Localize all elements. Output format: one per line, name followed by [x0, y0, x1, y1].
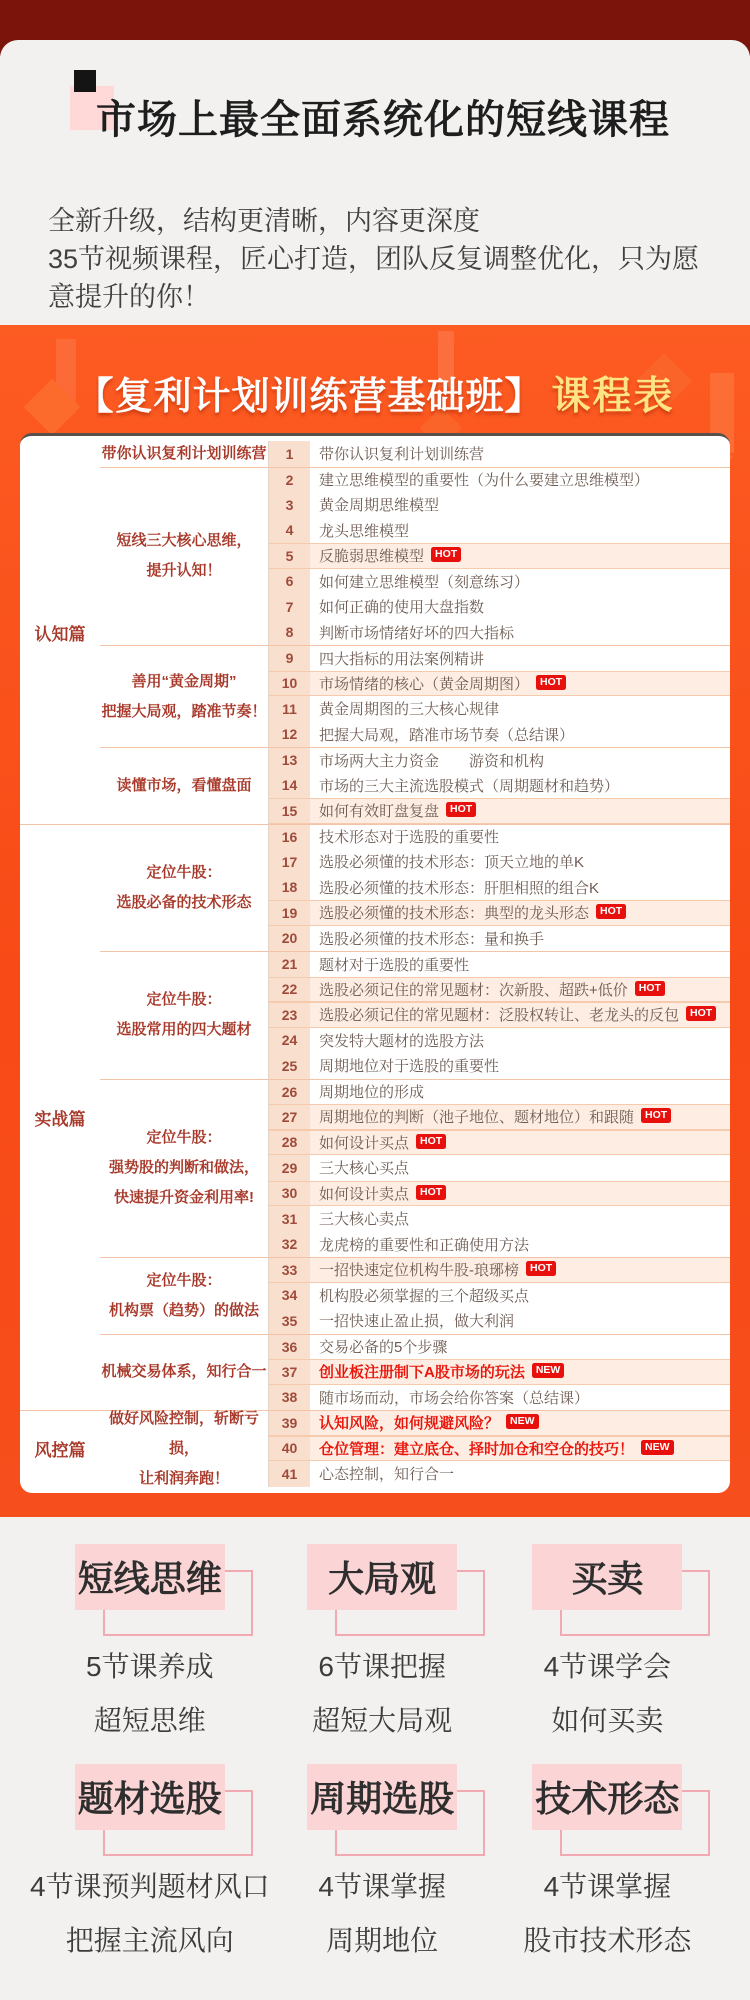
lesson-title — [310, 1308, 730, 1334]
lesson-title — [310, 1079, 730, 1105]
feature-desc: 4节课预判题材风口 把握主流风向 — [30, 1870, 270, 1956]
lesson-number: 28 — [268, 1130, 310, 1156]
hot-badge: HOT — [446, 802, 476, 817]
feature-badge-wrap — [307, 1544, 457, 1610]
lesson-title-text: 把握大局观，踏准市场节奏（总结课） — [319, 726, 575, 744]
course-table — [20, 441, 730, 1487]
hot-badge: HOT — [416, 1185, 446, 1200]
lesson-title — [310, 747, 730, 773]
banner-suffix: 课程表 — [551, 375, 675, 418]
feature-card — [270, 1544, 495, 1748]
lesson-title-text: 如何设计买点 — [319, 1134, 410, 1152]
lesson-title-text: 周期地位对于选股的重要性 — [319, 1058, 500, 1076]
feature-badge: 周期选股 — [307, 1764, 457, 1830]
group-label-line: 带你认识复利计划训练营 — [101, 444, 267, 462]
group-label-line: 机构票（趋势）的做法 — [108, 1301, 259, 1319]
feature-card — [495, 1544, 720, 1748]
new-badge: NEW — [506, 1414, 539, 1429]
lesson-title — [310, 1130, 730, 1156]
group-label — [100, 1079, 268, 1258]
lesson-title — [310, 773, 730, 799]
lesson-title — [310, 977, 730, 1003]
lesson-number: 37 — [268, 1359, 310, 1385]
lesson-title — [310, 1283, 730, 1309]
feature-badge-wrap — [532, 1544, 682, 1610]
lesson-number: 16 — [268, 824, 310, 850]
lesson-title-text: 突发特大题材的选股方法 — [319, 1032, 485, 1050]
lesson-title-text: 黄金周期思维模型 — [319, 497, 440, 515]
lesson-title — [310, 1436, 730, 1462]
section-label: 风控篇 — [20, 1410, 100, 1487]
group-label-line: 做好风险控制，斩断亏损， — [108, 1409, 259, 1457]
feature-badge-wrap — [75, 1544, 225, 1610]
lesson-title-text: 选股必须记住的常见题材：泛股权转让、老龙头的反包 — [319, 1007, 680, 1025]
group-label — [100, 1410, 268, 1487]
course-banner — [20, 361, 730, 433]
feature-desc: 4节课掌握 股市技术形态 — [523, 1870, 692, 1956]
lesson-number: 31 — [268, 1206, 310, 1232]
lesson-title-text: 市场情绪的核心（黄金周期图） — [319, 675, 530, 693]
lesson-number: 26 — [268, 1079, 310, 1105]
feature-grid — [0, 1517, 750, 1968]
lesson-title — [310, 1155, 730, 1181]
group-label — [100, 645, 268, 747]
feature-badge: 技术形态 — [532, 1764, 682, 1830]
group-label — [100, 467, 268, 646]
lesson-title — [310, 951, 730, 977]
lesson-title — [310, 1385, 730, 1411]
lesson-title — [310, 1053, 730, 1079]
hot-badge: HOT — [416, 1134, 446, 1149]
feature-badge: 短线思维 — [75, 1544, 225, 1610]
course-section — [0, 325, 750, 1517]
lesson-title-text: 交易必备的5个步骤 — [319, 1339, 448, 1357]
lesson-title — [310, 441, 730, 467]
lesson-title — [310, 1002, 730, 1028]
lesson-title-text: 市场两大主力资金 游资和机构 — [319, 752, 545, 770]
hot-badge: HOT — [686, 1006, 716, 1021]
lesson-number: 18 — [268, 875, 310, 901]
lesson-title-text: 一招快速止盈止损，做大利润 — [319, 1313, 515, 1331]
black-square-decoration — [74, 70, 96, 92]
hot-badge: HOT — [431, 547, 461, 562]
feature-badge-wrap — [532, 1764, 682, 1830]
lesson-number: 19 — [268, 900, 310, 926]
lesson-number: 24 — [268, 1028, 310, 1054]
lesson-title — [310, 1232, 730, 1258]
lesson-number: 38 — [268, 1385, 310, 1411]
lesson-number: 3 — [268, 492, 310, 518]
feature-badge: 大局观 — [307, 1544, 457, 1610]
lesson-number: 1 — [268, 441, 310, 467]
lesson-number: 22 — [268, 977, 310, 1003]
group-label-line: 把握大局观，踏准节奏！ — [101, 702, 267, 720]
feature-badge-wrap — [307, 1764, 457, 1830]
feature-desc: 5节课养成 超短思维 — [86, 1650, 214, 1736]
lesson-title — [310, 1028, 730, 1054]
lesson-title — [310, 824, 730, 850]
lesson-title — [310, 1206, 730, 1232]
group-label — [100, 1334, 268, 1411]
lesson-number: 6 — [268, 569, 310, 595]
lesson-number: 30 — [268, 1181, 310, 1207]
lesson-number: 33 — [268, 1257, 310, 1283]
lesson-title — [310, 1461, 730, 1487]
lesson-title-text: 认知风险，如何规避风险？ — [319, 1415, 500, 1433]
intro-text — [48, 202, 718, 316]
group-label-line: 定位牛股： — [146, 1271, 222, 1289]
group-label — [100, 441, 268, 467]
lesson-title-text: 周期地位的判断（池子地位、题材地位）和跟随 — [319, 1109, 635, 1127]
new-badge: NEW — [641, 1440, 674, 1455]
lesson-title — [310, 492, 730, 518]
lesson-number: 41 — [268, 1461, 310, 1487]
lesson-title-text: 题材对于选股的重要性 — [319, 956, 470, 974]
lesson-title-text: 选股必须懂的技术形态：顶天立地的单K — [319, 854, 585, 872]
course-table-card — [20, 433, 730, 1493]
lesson-title — [310, 467, 730, 493]
lesson-title-text: 龙虎榜的重要性和正确使用方法 — [319, 1236, 530, 1254]
lesson-number: 35 — [268, 1308, 310, 1334]
feature-card — [270, 1764, 495, 1968]
feature-card — [30, 1544, 270, 1748]
lesson-number: 5 — [268, 543, 310, 569]
lesson-title — [310, 671, 730, 697]
lesson-number: 11 — [268, 696, 310, 722]
lesson-title — [310, 1410, 730, 1436]
lesson-title — [310, 900, 730, 926]
lesson-number: 9 — [268, 645, 310, 671]
feature-badge: 买卖 — [532, 1544, 682, 1610]
feature-desc: 4节课掌握 周期地位 — [318, 1870, 446, 1956]
lesson-title — [310, 849, 730, 875]
group-label-line: 短线三大核心思维， — [116, 532, 252, 550]
lesson-title-text: 机构股必须掌握的三个超级买点 — [319, 1287, 530, 1305]
lesson-title — [310, 926, 730, 952]
hot-badge: HOT — [635, 981, 665, 996]
group-label — [100, 951, 268, 1079]
lesson-title-text: 带你认识复利计划训练营 — [319, 446, 485, 464]
lesson-number: 2 — [268, 467, 310, 493]
feature-badge: 题材选股 — [75, 1764, 225, 1830]
group-label-line: 机械交易体系，知行合一 — [101, 1363, 267, 1381]
lesson-title-text: 反脆弱思维模型 — [319, 548, 425, 566]
hot-badge: HOT — [526, 1261, 556, 1276]
lesson-number: 17 — [268, 849, 310, 875]
lesson-title — [310, 696, 730, 722]
group-label-line: 强势股的判断和做法， — [108, 1159, 259, 1177]
group-label-line: 让利润奔跑！ — [138, 1469, 229, 1487]
lesson-number: 34 — [268, 1283, 310, 1309]
feature-desc: 6节课把握 超短大局观 — [312, 1650, 453, 1736]
lesson-title-text: 如何有效盯盘复盘 — [319, 803, 440, 821]
lesson-title — [310, 875, 730, 901]
lesson-title-text: 选股必须懂的技术形态：量和换手 — [319, 930, 545, 948]
lesson-title-text: 周期地位的形成 — [319, 1084, 425, 1102]
group-label-line: 定位牛股： — [146, 1129, 222, 1147]
lesson-number: 10 — [268, 671, 310, 697]
lesson-title — [310, 594, 730, 620]
intro-line: 意提升的你！ — [48, 282, 210, 312]
lesson-number: 25 — [268, 1053, 310, 1079]
lesson-title-text: 建立思维模型的重要性（为什么要建立思维模型） — [319, 472, 650, 490]
lesson-number: 40 — [268, 1436, 310, 1462]
lesson-title-text: 三大核心卖点 — [319, 1211, 410, 1229]
lesson-title-text: 仓位管理：建立底仓、择时加仓和空仓的技巧！ — [319, 1440, 635, 1458]
section-label: 认知篇 — [34, 624, 86, 644]
lesson-number: 29 — [268, 1155, 310, 1181]
banner-bracket-title: 【复利计划训练营基础班】 — [75, 376, 544, 418]
lesson-number: 8 — [268, 620, 310, 646]
lesson-title-text: 心态控制，知行合一 — [319, 1466, 455, 1484]
lesson-number: 4 — [268, 518, 310, 544]
lesson-title-text: 一招快速定位机构牛股-琅琊榜 — [319, 1262, 519, 1280]
intro-line: 全新升级，结构更清晰，内容更深度 — [48, 206, 480, 236]
lesson-title-text: 选股必须懂的技术形态：肝胆相照的组合K — [319, 879, 600, 897]
lesson-title-text: 黄金周期图的三大核心规律 — [319, 701, 500, 719]
lesson-title-text: 随市场而动，市场会给你答案（总结课） — [319, 1389, 590, 1407]
feature-badge-wrap — [75, 1764, 225, 1830]
hot-badge: HOT — [596, 904, 626, 919]
lesson-number: 12 — [268, 722, 310, 748]
feature-card — [30, 1764, 270, 1968]
header-card — [0, 40, 750, 325]
lesson-title-text: 龙头思维模型 — [319, 522, 410, 540]
lesson-title-text: 选股必须记住的常见题材：次新股、超跌+低价 — [319, 981, 628, 999]
page-title: 市场上最全面系统化的短线课程 — [96, 98, 670, 142]
lesson-number: 14 — [268, 773, 310, 799]
hot-badge: HOT — [641, 1108, 671, 1123]
group-label-line: 善用“黄金周期” — [131, 672, 237, 690]
lesson-title — [310, 620, 730, 646]
lesson-title-text: 创业板注册制下A股市场的玩法 — [319, 1364, 525, 1382]
section-label: 实战篇 — [20, 824, 100, 1411]
lesson-title — [310, 645, 730, 671]
lesson-title — [310, 543, 730, 569]
feature-desc: 4节课学会 如何买卖 — [543, 1650, 672, 1736]
lesson-title-text: 四大指标的用法案例精讲 — [319, 650, 485, 668]
lesson-title — [310, 722, 730, 748]
group-label-line: 读懂市场，看懂盘面 — [116, 776, 252, 794]
group-label — [100, 747, 268, 824]
lesson-title-text: 如何建立思维模型（刻意练习） — [319, 573, 530, 591]
lesson-title — [310, 1257, 730, 1283]
lesson-title-text: 如何正确的使用大盘指数 — [319, 599, 485, 617]
lesson-number: 20 — [268, 926, 310, 952]
lesson-number: 15 — [268, 798, 310, 824]
hot-badge: HOT — [536, 675, 566, 690]
feature-card — [495, 1764, 720, 1968]
group-label-line: 选股必备的技术形态 — [116, 893, 252, 911]
lesson-title — [310, 1181, 730, 1207]
lesson-title — [310, 1104, 730, 1130]
lesson-number: 32 — [268, 1232, 310, 1258]
group-label-line: 定位牛股： — [146, 991, 222, 1009]
group-label — [100, 824, 268, 952]
group-label-line: 快速提升资金利用率! — [114, 1189, 254, 1207]
lesson-title — [310, 1359, 730, 1385]
lesson-number: 39 — [268, 1410, 310, 1436]
lesson-title-text: 如何设计卖点 — [319, 1185, 410, 1203]
lesson-number: 13 — [268, 747, 310, 773]
lesson-number: 7 — [268, 594, 310, 620]
lesson-number: 21 — [268, 951, 310, 977]
group-label-line: 提升认知！ — [146, 562, 222, 580]
lesson-title-text: 判断市场情绪好坏的四大指标 — [319, 624, 515, 642]
lesson-title-text: 选股必须懂的技术形态：典型的龙头形态 — [319, 905, 590, 923]
lesson-number: 23 — [268, 1002, 310, 1028]
lesson-title-text: 三大核心买点 — [319, 1160, 410, 1178]
lesson-title — [310, 518, 730, 544]
group-label-line: 选股常用的四大题材 — [116, 1021, 252, 1039]
lesson-title — [310, 1334, 730, 1360]
lesson-title — [310, 798, 730, 824]
lesson-title-text: 市场的三大主流选股模式（周期题材和趋势） — [319, 777, 620, 795]
lesson-title-text: 技术形态对于选股的重要性 — [319, 829, 500, 847]
lesson-title — [310, 569, 730, 595]
lesson-number: 36 — [268, 1334, 310, 1360]
lesson-number: 27 — [268, 1104, 310, 1130]
intro-line: 35节视频课程，匠心打造，团队反复调整优化，只为愿 — [48, 244, 700, 274]
group-label-line: 定位牛股： — [146, 863, 222, 881]
new-badge: NEW — [532, 1363, 565, 1378]
group-label — [100, 1257, 268, 1334]
